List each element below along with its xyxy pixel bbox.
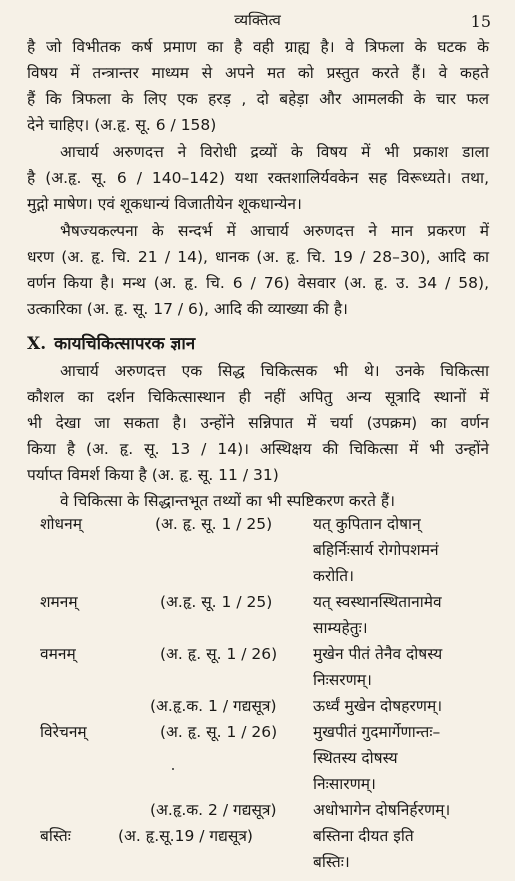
table-reference: (अ. हृ. सू. 1 / 26) xyxy=(160,723,278,741)
table-reference: (अ. हृ. सू. 1 / 26) xyxy=(160,645,278,663)
table-reference: (अ. हृ.सू.19 / गद्यसूत्र) xyxy=(118,827,253,845)
table-term: शमनम् xyxy=(40,593,78,611)
table-term: बस्तिः xyxy=(40,827,71,845)
table-text: निःसरणम्। xyxy=(313,671,372,689)
table-text: अधोभागेन दोषनिर्हरणम्। xyxy=(313,801,451,819)
para2-line: मुद्गो माषेण। एवं शूकधान्यं विजातीयेन शूकधान्येन। xyxy=(27,195,302,213)
table-text: साम्यहेतुः। xyxy=(313,619,368,637)
para4-line: किया है (अ. हृ. सू. 13 / 14)। अस्थिक्षय की चिकित्सा में भी उन्होंने xyxy=(27,440,489,458)
table-term: विरेचनम् xyxy=(40,723,87,741)
para4-line: भी देखा जा सकता है। उन्होंने सन्निपात में चर्या (उपक्रम) का वर्णन xyxy=(27,414,489,432)
table-text: बस्तिः। xyxy=(313,853,350,871)
table-text: मुखपीतं गुदमार्गेणान्तः– xyxy=(313,723,441,741)
table-reference: (अ. हृ. सू. 1 / 25) xyxy=(155,515,273,533)
para4-line: पर्याप्त विमर्श किया है (अ. हृ. सू. 11 / 31) xyxy=(27,466,279,484)
table-reference: (अ.हृ.क. 1 / गद्यसूत्र) xyxy=(150,697,277,715)
table-text: निःसारणम्। xyxy=(313,775,376,793)
table-text: करोति। xyxy=(313,567,354,585)
running-header: व्यक्तित्व xyxy=(234,11,281,29)
para4-line: कौशल का दर्शन चिकित्सास्थान ही नहीं अपितु अन्य सूत्रादि स्थानों में xyxy=(27,388,489,406)
table-text: यत् कुपितान दोषान् xyxy=(313,515,421,533)
para1-line: देने चाहिए। (अ.हृ. सू. 6 / 158) xyxy=(27,116,217,134)
page-number: 15 xyxy=(470,12,491,31)
table-term: शोधनम् xyxy=(40,515,82,533)
para1-line: विषय में तन्त्रान्तर माध्यम से अपने मत को प्रस्तुत करते हैं। वे कहते xyxy=(27,64,489,82)
table-text: स्थितस्य दोषस्य xyxy=(313,749,398,767)
table-text: बहिर्निःसार्य रोगोपशमनं xyxy=(313,541,439,559)
table-term: वमनम् xyxy=(40,645,76,663)
table-text: यत् स्वस्थानस्थितानामेव xyxy=(313,593,442,611)
section-title: कायचिकित्सापरक ज्ञान xyxy=(54,334,196,354)
para2-line: आचार्य अरुणदत्त ने विरोधी द्रव्यों के विषय में भी प्रकाश डाला xyxy=(60,143,489,161)
para3-line: वर्णन किया है। मन्थ (अ. हृ. चि. 6 / 76) वेसवार (अ. हृ. उ. 34 / 58), xyxy=(27,274,489,292)
print-speck xyxy=(172,768,174,770)
para3-line: भैषज्यकल्पना के सन्दर्भ में आचार्य अरुणदत्त ने मान प्रकरण में xyxy=(60,222,489,240)
para1-line: हैं कि त्रिफला के लिए एक हरड़ , दो बहेड़ा और आमलकी के चार फल xyxy=(27,90,489,108)
section-heading xyxy=(27,331,195,354)
para2-line: है (अ.हृ. सू. 6 / 140–142) यथा रक्तशालिर्यवकेन सह विरूध्यते। तथा, xyxy=(27,169,489,187)
table-text: मुखेन पीतं तेनैव दोषस्य xyxy=(313,645,443,663)
para3-line: धरण (अ. हृ. चि. 21 / 14), धानक (अ. हृ. चि. 19 / 28–30), आदि का xyxy=(27,248,489,266)
para5-line: वे चिकित्सा के सिद्धान्तभूत तथ्यों का भी स्पष्टिकरण करते हैं। xyxy=(60,492,395,510)
para3-line: उत्कारिका (अ. हृ. सू. 17 / 6), आदि की व्याख्या की है। xyxy=(27,300,348,318)
para1-line: है जो विभीतक कर्ष प्रमाण का है वही ग्राह्य है। वे त्रिफला के घटक के xyxy=(27,38,489,56)
table-text: बस्तिना दीयत इति xyxy=(313,827,414,845)
table-reference: (अ.हृ. सू. 1 / 25) xyxy=(160,593,273,611)
table-reference: (अ.हृ.क. 2 / गद्यसूत्र) xyxy=(150,801,277,819)
para4-line: आचार्य अरुणदत्त एक सिद्ध चिकित्सक भी थे। उनके चिकित्सा xyxy=(60,362,489,380)
section-numeral: X. xyxy=(27,334,47,354)
table-text: ऊर्ध्वं मुखेन दोषहरणम्। xyxy=(313,697,443,715)
